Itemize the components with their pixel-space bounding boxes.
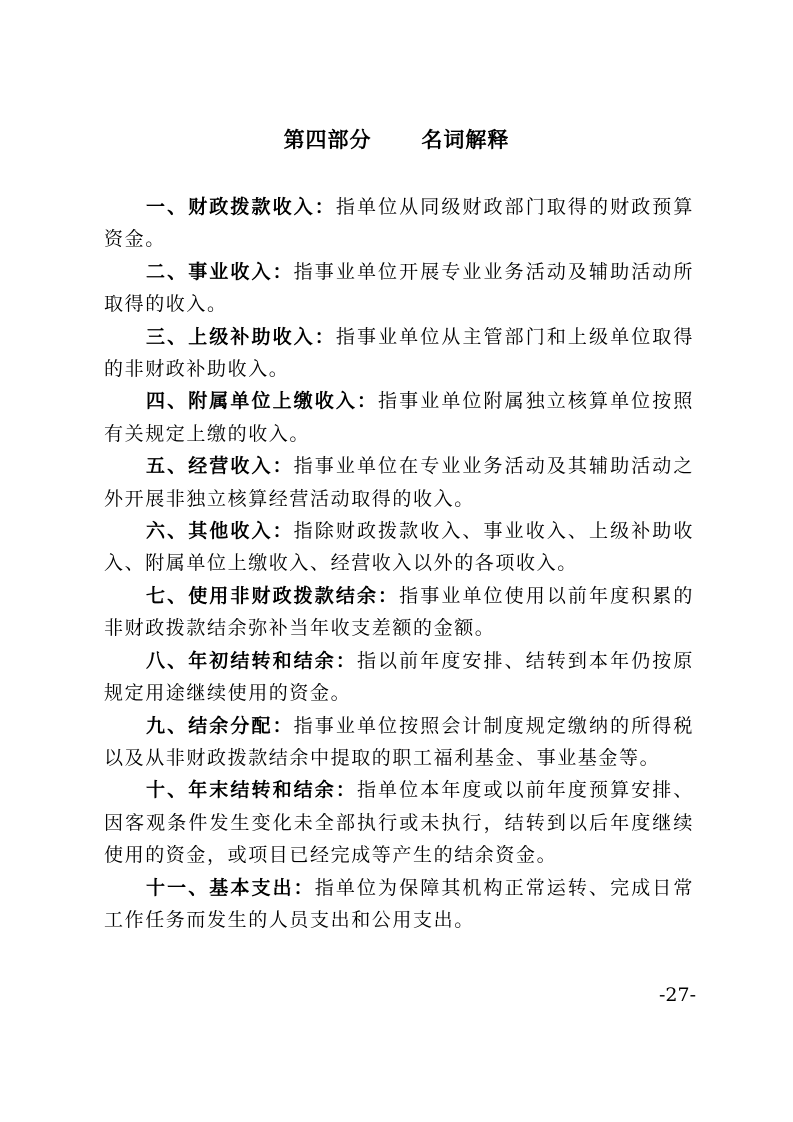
definition-item (104, 645, 694, 710)
definition-item (104, 450, 694, 515)
definition-text: 指以前年度安排、结转到本年仍按原规定用途继续使用的资金。 (104, 649, 694, 705)
definition-text: 指单位本年度或以前年度预算安排、因客观条件发生变化未全部执行或未执行，结转到以后年度继续使用的资金，或项目已经完成等产生的结余资金。 (104, 779, 694, 867)
definition-text: 指事业单位开展专业业务活动及辅助活动所取得的收入。 (104, 260, 694, 316)
definition-item (104, 256, 694, 321)
definition-term: 七、使用非财政拨款结余： (146, 584, 400, 607)
definition-text: 指单位从同级财政部门取得的财政预算资金。 (104, 196, 695, 251)
definition-term: 十、年末结转和结余： (146, 779, 357, 802)
definition-term: 十一、基本支出： (146, 876, 315, 899)
page-number: -27- (658, 984, 696, 1006)
definition-text: 指事业单位附属独立核算单位按照有关规定上缴的收入。 (104, 390, 694, 445)
definition-text: 指事业单位从主管部门和上级单位取得的非财政补助收入。 (104, 325, 695, 381)
definition-item (104, 515, 694, 580)
definition-item (104, 385, 694, 450)
definition-term: 一、财政拨款收入： (146, 196, 336, 218)
definition-text: 指事业单位按照会计制度规定缴纳的所得税以及从非财政拨款结余中提取的职工福利基金、事业基金等。 (104, 714, 694, 769)
definition-term: 三、上级补助收入： (146, 325, 336, 348)
definition-term: 九、结余分配： (146, 714, 294, 737)
definition-item (104, 710, 694, 775)
definition-term: 六、其他收入： (146, 520, 294, 543)
definition-item (104, 321, 694, 386)
definition-term: 八、年初结转和结余： (146, 649, 357, 672)
definition-item (104, 191, 694, 256)
definition-item (104, 580, 694, 645)
definition-item (104, 872, 694, 937)
definition-text: 指单位为保障其机构正常运转、完成日常工作任务而发生的人员支出和公用支出。 (104, 876, 694, 931)
definition-item (104, 774, 694, 871)
page-title: 第四部分 名词解释 (283, 128, 510, 153)
definition-term: 五、经营收入： (146, 455, 294, 478)
definition-text: 指事业单位在专业业务活动及其辅助活动之外开展非独立核算经营活动取得的收入。 (104, 455, 694, 510)
definition-term: 二、事业收入： (146, 260, 294, 283)
definition-term: 四、附属单位上缴收入： (146, 390, 379, 413)
definition-list (104, 191, 694, 936)
definition-text: 指事业单位使用以前年度积累的非财政拨款结余弥补当年收支差额的金额。 (104, 584, 695, 640)
definition-text: 指除财政拨款收入、事业收入、上级补助收入、附属单位上缴收入、经营收入以外的各项收入。 (104, 520, 694, 575)
